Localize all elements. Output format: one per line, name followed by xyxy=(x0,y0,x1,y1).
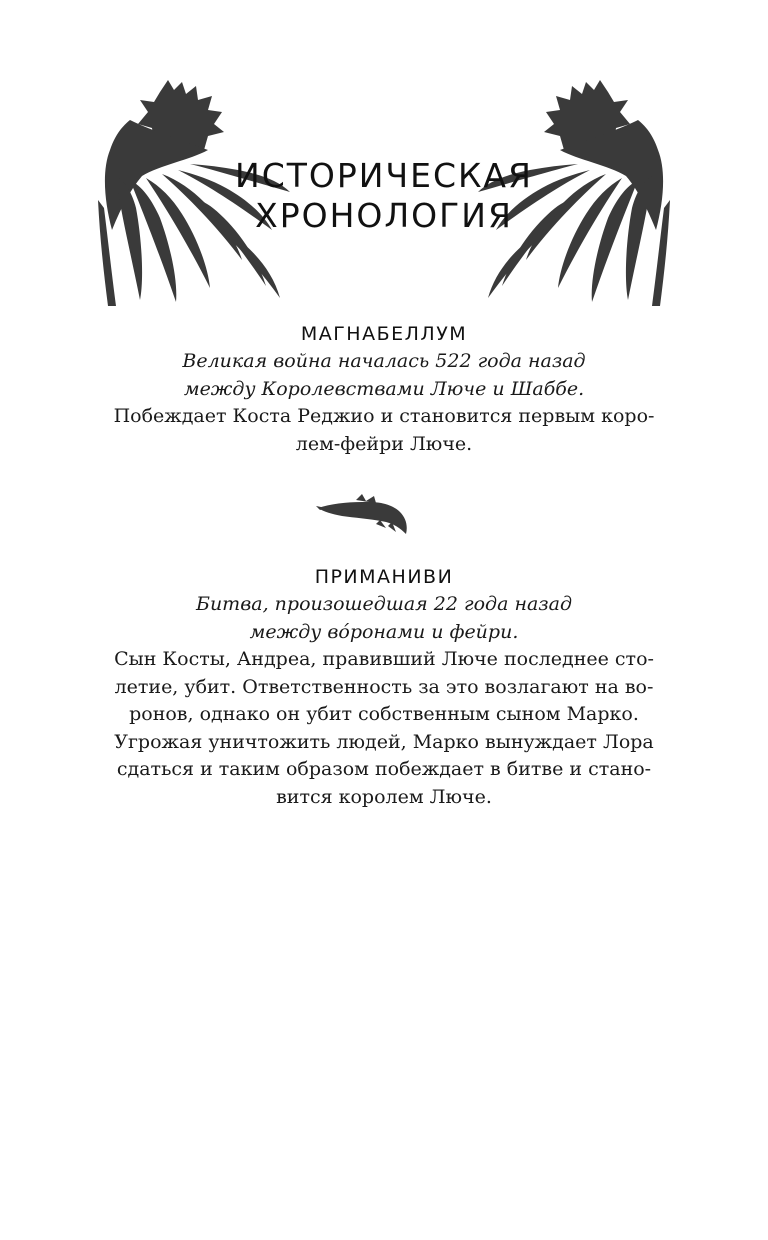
timeline-entry-primanivi xyxy=(96,563,672,811)
entry-body-line: Побеждает Коста Реджио и становится первым коро- xyxy=(113,405,655,427)
entry-subtitle-line: Великая война началась 522 года назад xyxy=(182,350,586,372)
entry-subtitle-line: между вóронами и фейри. xyxy=(249,620,519,643)
entry-body-line: лем-фейри Люче. xyxy=(295,432,473,455)
entry-body-line: Сын Косты, Андреа, правивший Люче последнее сто- xyxy=(114,648,654,670)
entry-body-line: ронов, однако он убит собственным сыном Марко. xyxy=(129,703,639,725)
entry-subtitle-line: между Королевствами Люче и Шаббе. xyxy=(183,377,585,400)
entry-body-line: сдаться и таким образом побеждает в битве и стано- xyxy=(116,758,652,780)
entry-heading: МАГНАБЕЛЛУМ xyxy=(300,323,468,345)
chapter-header xyxy=(90,80,678,310)
feather-divider-icon xyxy=(316,492,410,536)
timeline-entry-magnabellum xyxy=(96,320,672,458)
chapter-title-line-1: ИСТОРИЧЕСКАЯ xyxy=(235,156,533,195)
chapter-title xyxy=(90,156,678,236)
entry-body-line: вится королем Люче. xyxy=(276,785,492,808)
entry-heading: ПРИМАНИВИ xyxy=(314,566,454,588)
entry-body-line: летие, убит. Ответственность за это возлагают на во- xyxy=(114,675,654,698)
entry-subtitle-line: Битва, произошедшая 22 года назад xyxy=(195,593,573,615)
entry-body-line: Угрожая уничтожить людей, Марко вынуждает Лора xyxy=(114,730,654,753)
chapter-title-line-2: ХРОНОЛОГИЯ xyxy=(255,196,513,235)
